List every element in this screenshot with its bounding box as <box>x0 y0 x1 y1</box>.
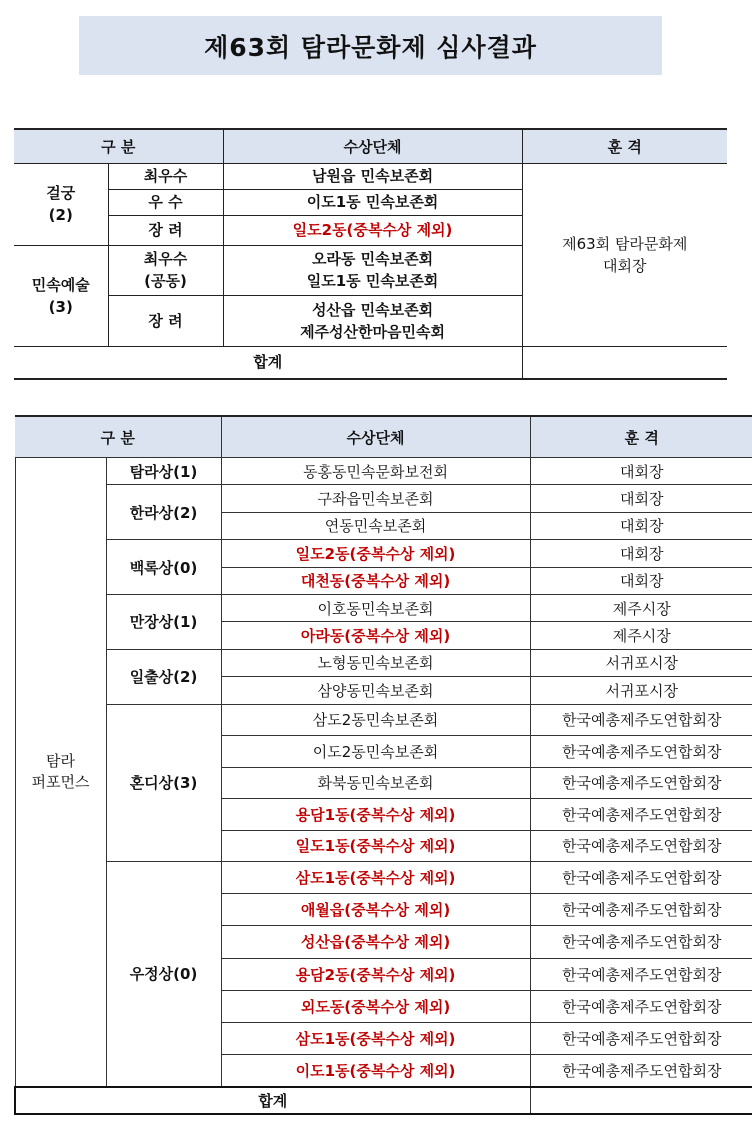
total-value <box>530 1087 752 1114</box>
header-honor: 훈 격 <box>522 129 727 163</box>
winner-line: 제주성산한마음민속회 <box>300 322 445 341</box>
honor-cell: 한국예총제주도연합회장 <box>530 894 752 926</box>
winner-cell: 연동민속보존회 <box>221 512 530 539</box>
winner-cell: 남원읍 민속보존회 <box>223 163 522 189</box>
category-name: 걸궁 <box>46 184 76 202</box>
winner-cell-excluded: 일도2동(중복수상 제외) <box>223 215 522 245</box>
category-count: (2) <box>48 206 73 224</box>
table-row <box>15 540 752 567</box>
category-count: (3) <box>48 297 73 316</box>
winner-cell-excluded: 이도1동(중복수상 제외) <box>221 1055 530 1087</box>
winner-line: 성산읍 민속보존회 <box>311 300 434 319</box>
award-label: 장 려 <box>108 295 223 346</box>
winner-cell: 노형동민속보존회 <box>221 649 530 676</box>
honor-cell: 제주시장 <box>530 594 752 621</box>
honor-cell: 한국예총제주도연합회장 <box>530 799 752 831</box>
winner-cell-excluded: 외도동(중복수상 제외) <box>221 990 530 1022</box>
results-table-2 <box>14 415 752 1115</box>
honor-cell: 대회장 <box>530 458 752 485</box>
header-category: 구 분 <box>15 416 221 458</box>
category-tamra-performance <box>15 458 106 1087</box>
award-group-name: 일출상(2) <box>106 649 221 704</box>
award-group-name: 우정상(0) <box>106 862 221 1087</box>
total-value <box>522 346 727 379</box>
honor-line: 제63회 탐라문화제 <box>562 234 688 253</box>
award-label: 장 려 <box>108 215 223 245</box>
table2-body <box>15 458 752 1087</box>
honor-cell: 한국예총제주도연합회장 <box>530 830 752 862</box>
honor-cell: 한국예총제주도연합회장 <box>530 990 752 1022</box>
honor-cell: 대회장 <box>530 485 752 512</box>
honor-cell: 서귀포시장 <box>530 649 752 676</box>
total-label: 합계 <box>15 1087 530 1114</box>
results-table-1 <box>14 128 727 380</box>
category-line: 퍼포먼스 <box>31 772 90 791</box>
winner-cell-excluded: 대천동(중복수상 제외) <box>221 567 530 594</box>
winner-cell: 구좌읍민속보존회 <box>221 485 530 512</box>
award-label: 최우수 <box>108 163 223 189</box>
winner-cell-excluded: 삼도1동(중복수상 제외) <box>221 1022 530 1054</box>
page-title: 제63회 탐라문화제 심사결과 <box>79 16 662 75</box>
honor-cell: 대회장 <box>530 512 752 539</box>
winner-cell-excluded: 아라동(중복수상 제외) <box>221 622 530 649</box>
category-minsok <box>14 245 108 346</box>
honor-cell: 한국예총제주도연합회장 <box>530 862 752 894</box>
table-row <box>15 649 752 676</box>
honor-cell: 한국예총제주도연합회장 <box>530 1022 752 1054</box>
winner-cell-excluded: 일도1동(중복수상 제외) <box>221 830 530 862</box>
winner-cell-excluded: 성산읍(중복수상 제외) <box>221 926 530 958</box>
winner-cell-excluded: 애월읍(중복수상 제외) <box>221 894 530 926</box>
honor-cell: 한국예총제주도연합회장 <box>530 736 752 768</box>
winner-cell: 삼양동민속보존회 <box>221 677 530 704</box>
winner-line: 일도1동 민속보존회 <box>306 272 439 290</box>
header-winners: 수상단체 <box>223 129 522 163</box>
category-name: 민속예술 <box>31 275 90 294</box>
winner-cell-excluded: 용담2동(중복수상 제외) <box>221 958 530 990</box>
winner-cell: 삼도2동민속보존회 <box>221 704 530 736</box>
category-geolgung <box>14 163 108 245</box>
header-category: 구 분 <box>14 129 223 163</box>
award-label-line: (공동) <box>144 272 187 290</box>
table-row <box>15 704 752 736</box>
header-winners: 수상단체 <box>221 416 530 458</box>
total-label: 합계 <box>14 346 522 379</box>
winner-cell: 이도2동민속보존회 <box>221 736 530 768</box>
award-group-name: 탐라상(1) <box>106 458 221 485</box>
winner-cell: 이호동민속보존회 <box>221 594 530 621</box>
honor-line: 대회장 <box>603 256 647 275</box>
table-row <box>15 594 752 621</box>
winner-cell: 화북동민속보존회 <box>221 767 530 799</box>
honor-cell: 제주시장 <box>530 622 752 649</box>
honor-cell: 서귀포시장 <box>530 677 752 704</box>
honor-cell: 한국예총제주도연합회장 <box>530 704 752 736</box>
winner-cell: 이도1동 민속보존회 <box>223 189 522 215</box>
winner-cell-excluded: 삼도1동(중복수상 제외) <box>221 862 530 894</box>
award-group-name: 한라상(2) <box>106 485 221 540</box>
award-label <box>108 245 223 295</box>
honor-cell: 한국예총제주도연합회장 <box>530 958 752 990</box>
winner-line: 오라동 민속보존회 <box>311 250 434 268</box>
honor-cell: 한국예총제주도연합회장 <box>530 1055 752 1087</box>
honor-cell <box>522 163 727 346</box>
honor-cell: 대회장 <box>530 540 752 567</box>
table-row <box>15 485 752 512</box>
award-label: 우 수 <box>108 189 223 215</box>
award-group-name: 만장상(1) <box>106 594 221 649</box>
winner-cell-excluded: 용담1동(중복수상 제외) <box>221 799 530 831</box>
table-row <box>15 458 752 485</box>
winner-cell-excluded: 일도2동(중복수상 제외) <box>221 540 530 567</box>
honor-cell: 대회장 <box>530 567 752 594</box>
award-group-name: 백록상(0) <box>106 540 221 595</box>
header-honor: 훈 격 <box>530 416 752 458</box>
winner-cell <box>223 245 522 295</box>
award-group-name: 혼디상(3) <box>106 704 221 862</box>
table-row <box>15 862 752 894</box>
honor-cell: 한국예총제주도연합회장 <box>530 767 752 799</box>
winner-cell: 동홍동민속문화보전회 <box>221 458 530 485</box>
winner-cell <box>223 295 522 346</box>
category-line: 탐라 <box>46 751 75 770</box>
award-label-line: 최우수 <box>143 250 188 268</box>
honor-cell: 한국예총제주도연합회장 <box>530 926 752 958</box>
